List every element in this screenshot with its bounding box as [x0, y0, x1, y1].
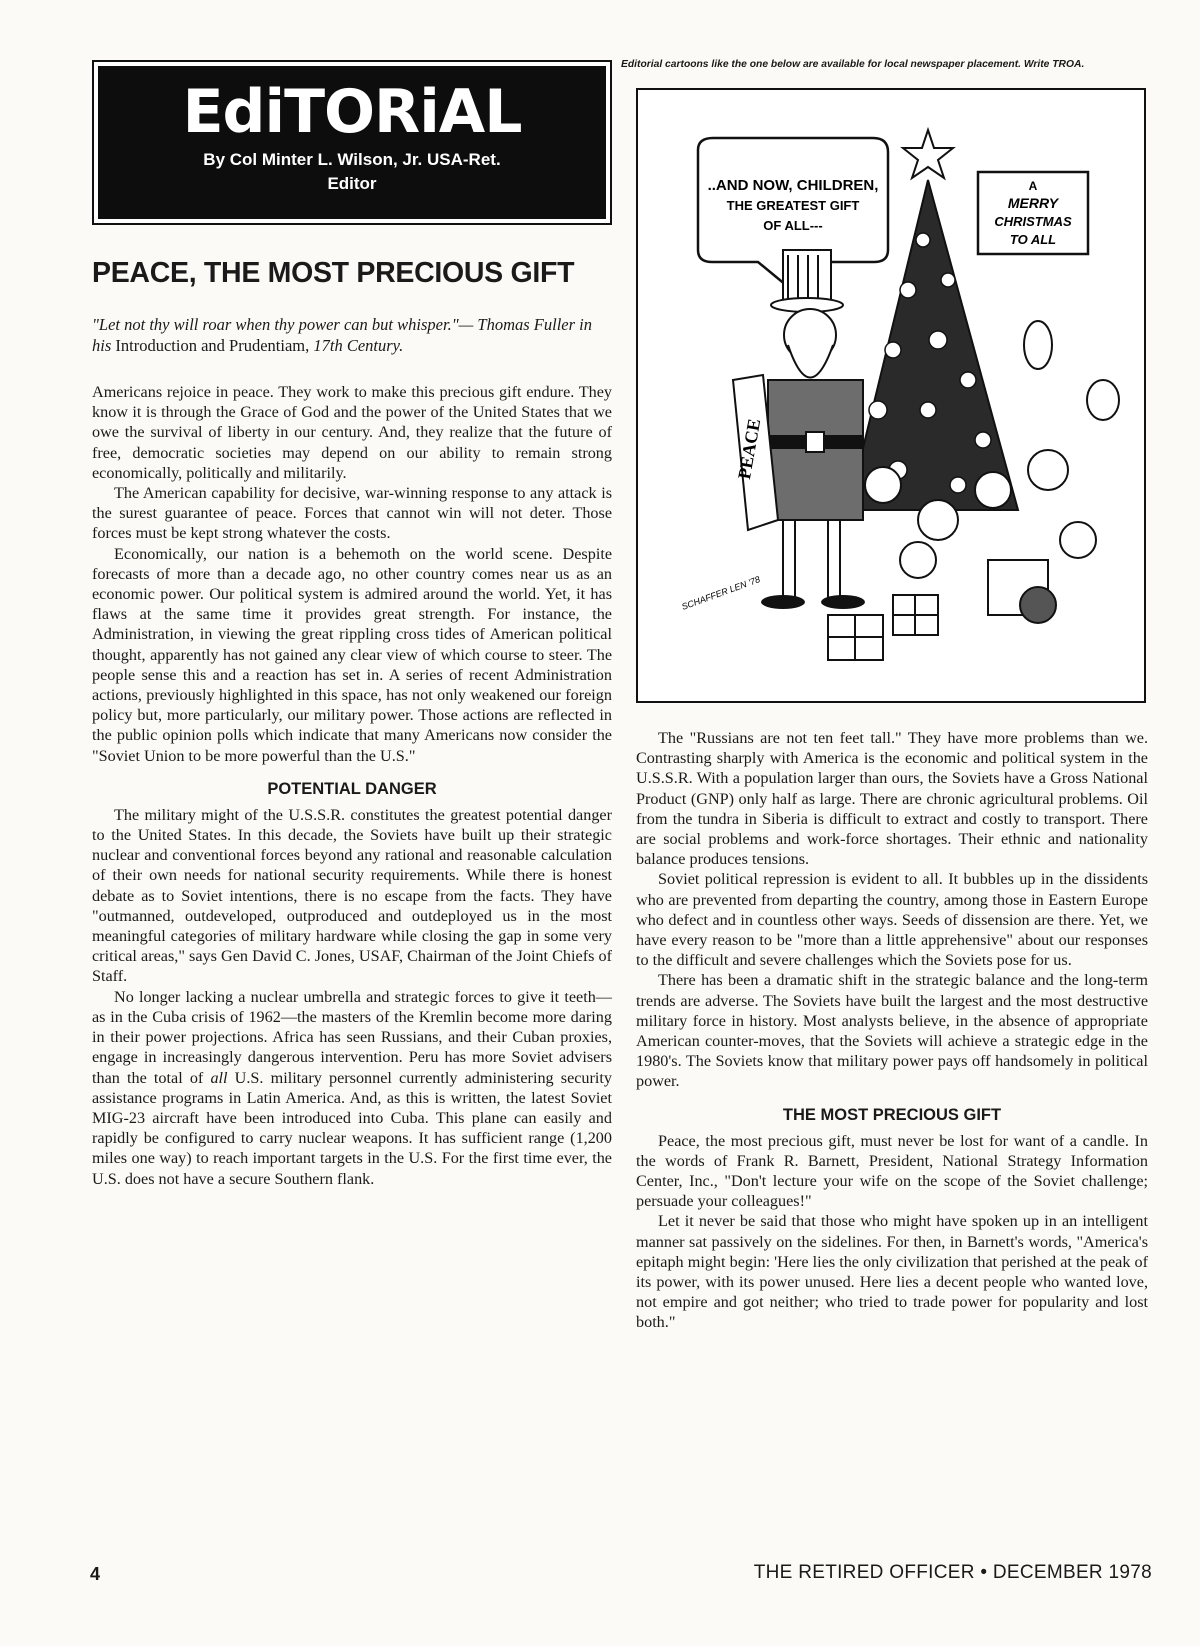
paragraph: Let it never be said that those who might have spoken up in an intelligent manner sat passively on the sidelines. For then, in Barnett's words, "America's epitaph might begin: 'Here lies the only civilization that perished at the peak of its power, with its power unused. Here lies a decent people who wanted love, not empire and got neither; who tried to trade power for popularity and lost both." — [636, 1212, 1148, 1332]
peace-sash-text: PEACE — [733, 417, 765, 481]
uncle-sam-figure — [733, 250, 865, 609]
football-icon — [1024, 321, 1052, 369]
paragraph: The "Russians are not ten feet tall." They have more problems than we. Contrasting sharply with America is the economic and political system in the U.S.S.R. With a population larger than ours, the Soviets have a Gross National Product (GNP) only half as large. There are chronic agricultural problems. Oil from the tundra in Siberia is difficult to extract and costly to transport. There are social problems and work-force shortages. Their ethnic and nationality balance produces tensions. — [636, 729, 1148, 869]
paragraph: Americans rejoice in peace. They work to make this precious gift endure. They know it is through the Grace of God and the power of the United States that we owe the survival of liberty in our century. And, they realize that the future of free, democratic societies may depend on our ability to remain strong economically, politically and militarily. — [92, 383, 612, 482]
masthead-title: EdiTORiAL — [182, 77, 522, 147]
sign-line-2: MERRY — [1007, 195, 1059, 211]
epigraph-attribution: Thomas Fuller in his — [92, 315, 593, 355]
paragraph: Peace, the most precious gift, must never be lost for want of a candle. In the words of Frank R. Barnett, President, National Strategy Information Center, Inc., "Don't lecture your wife on the scope of the Soviet challenge; persuade your colleagues!" — [636, 1131, 1148, 1211]
epigraph-century: 17th Century. — [313, 336, 404, 355]
basketball-icon — [1020, 587, 1056, 623]
cartoon-drawing — [638, 90, 1144, 701]
paragraph: Soviet political repression is evident to all. It bubbles up in the dissidents who are prevented from departing the country, among those in Eastern Europe who defect and in countless other ways. Seeds of dissension are there. Yet, we have every reason to be "more than a little apprehensive" about our responses to the difficult and severe challenges which the Soviets pose for us. — [636, 870, 1148, 970]
paragraph: The American capability for decisive, war-winning response to any attack is the surest guarantee of peace. Forces that cannot win will not deter. Those forces must be kept strong whatever the costs. — [92, 484, 612, 543]
editorial-cartoon — [636, 88, 1146, 703]
masthead-role: Editor — [327, 174, 377, 193]
gift-boxes — [828, 560, 1048, 660]
racket-icon — [1087, 380, 1119, 420]
left-column — [92, 60, 612, 1189]
cartoonist-signature: SCHAFFER LEN '78 — [680, 574, 762, 612]
epigraph-quote: "Let not thy will roar when thy power can but whisper."— — [92, 315, 474, 334]
editorial-masthead — [92, 60, 612, 225]
masthead-byline: By Col Minter L. Wilson, Jr. USA-Ret. — [203, 150, 501, 169]
left-body — [92, 382, 612, 1189]
paragraph: There has been a dramatic shift in the strategic balance and the long-term trends are adverse. The Soviets have built the largest and the most destructive military force in history. Most analysts believe, in the absence of appropriate American counter-moves, that the Soviets will achieve a strategic edge in the 1980's. The Soviets know that military power pays off handsomely in political power. — [636, 971, 1148, 1091]
paragraph — [92, 987, 612, 1189]
right-body — [636, 728, 1148, 1333]
page-number: 4 — [90, 1564, 101, 1584]
subhead-potential-danger: POTENTIAL DANGER — [267, 779, 437, 798]
article-headline: PEACE, THE MOST PRECIOUS GIFT — [92, 257, 575, 289]
paragraph: The military might of the U.S.S.R. constitutes the greatest potential danger to the United States. In this decade, the Soviets have built up their strategic nuclear and conventional forces beyond any rational and reasonable calculation of their own needs for national security requirements. While there is honest debate as to Soviet intentions, there is no escape from the facts. They have "outmanned, outdeveloped, outproduced and outdeployed us in the most meaningful categories of military hardware while closing the gap in some very critical areas," says Gen David C. Jones, USAF, Chairman of the Joint Chiefs of Staff. — [92, 805, 612, 986]
sign-line-1: A — [1028, 179, 1038, 193]
magazine-footer: THE RETIRED OFFICER • DECEMBER 1978 — [753, 1562, 1152, 1583]
epigraph — [92, 314, 612, 356]
sign-line-3: CHRISTMAS — [994, 214, 1072, 229]
epigraph-work: Introduction and Prudentiam, — [115, 336, 310, 355]
emphasis: all — [210, 1068, 228, 1087]
subhead-most-precious-gift: THE MOST PRECIOUS GIFT — [782, 1105, 1002, 1124]
text-run: No longer lacking a nuclear umbrella and strategic forces to give it teeth—as in the Cuba crisis of 1962—the masters of the Kremlin become more daring in their power projections. Africa has seen Russians, and their Cuban proxies, engage in increasingly dangerous intervention. Peru has more Soviet advisers than the total of — [92, 987, 612, 1087]
masthead-banner — [98, 66, 606, 219]
paragraph: Economically, our nation is a behemoth on the world scene. Despite forecasts of more than a decade ago, no other country comes near us as an economic power. Our political system is admired around the world. Yet, it has flaws at the same time it provides great strength. For instance, the Administration, in viewing the great rippling cross tides of American political thought, apparently has not gained any clear view of which course to steer. The people sense this and a reaction has set in. A series of recent Administration actions, previously highlighted in this space, has not only weakened our foreign policy but, more particularly, our military power. Those actions are reflected in the public opinion polls which indicate that many Americans now consider the "Soviet Union to be more powerful than the U.S." — [92, 544, 612, 765]
sign-line-4: TO ALL — [1009, 232, 1057, 247]
speech-line-1: ..AND NOW, CHILDREN, — [707, 177, 879, 194]
speech-line-2: THE GREATEST GIFT — [726, 198, 860, 213]
star-icon — [903, 130, 953, 178]
cartoon-caption: Editorial cartoons like the one below are available for local newspaper placement. Write TROA. — [621, 59, 1085, 70]
speech-line-3: OF ALL--- — [763, 218, 823, 233]
text-run: U.S. military personnel currently administering security assistance programs in Latin America. And, as this is written, the latest Soviet MIG-23 aircraft have been introduced into Cuba. This plane can easily and rapidly be configured to carry nuclear weapons. It has sufficient range (1,200 miles one way) to reach important targets in the U.S. For the first time ever, the U.S. does not have a secure Southern flank. — [92, 1068, 613, 1188]
